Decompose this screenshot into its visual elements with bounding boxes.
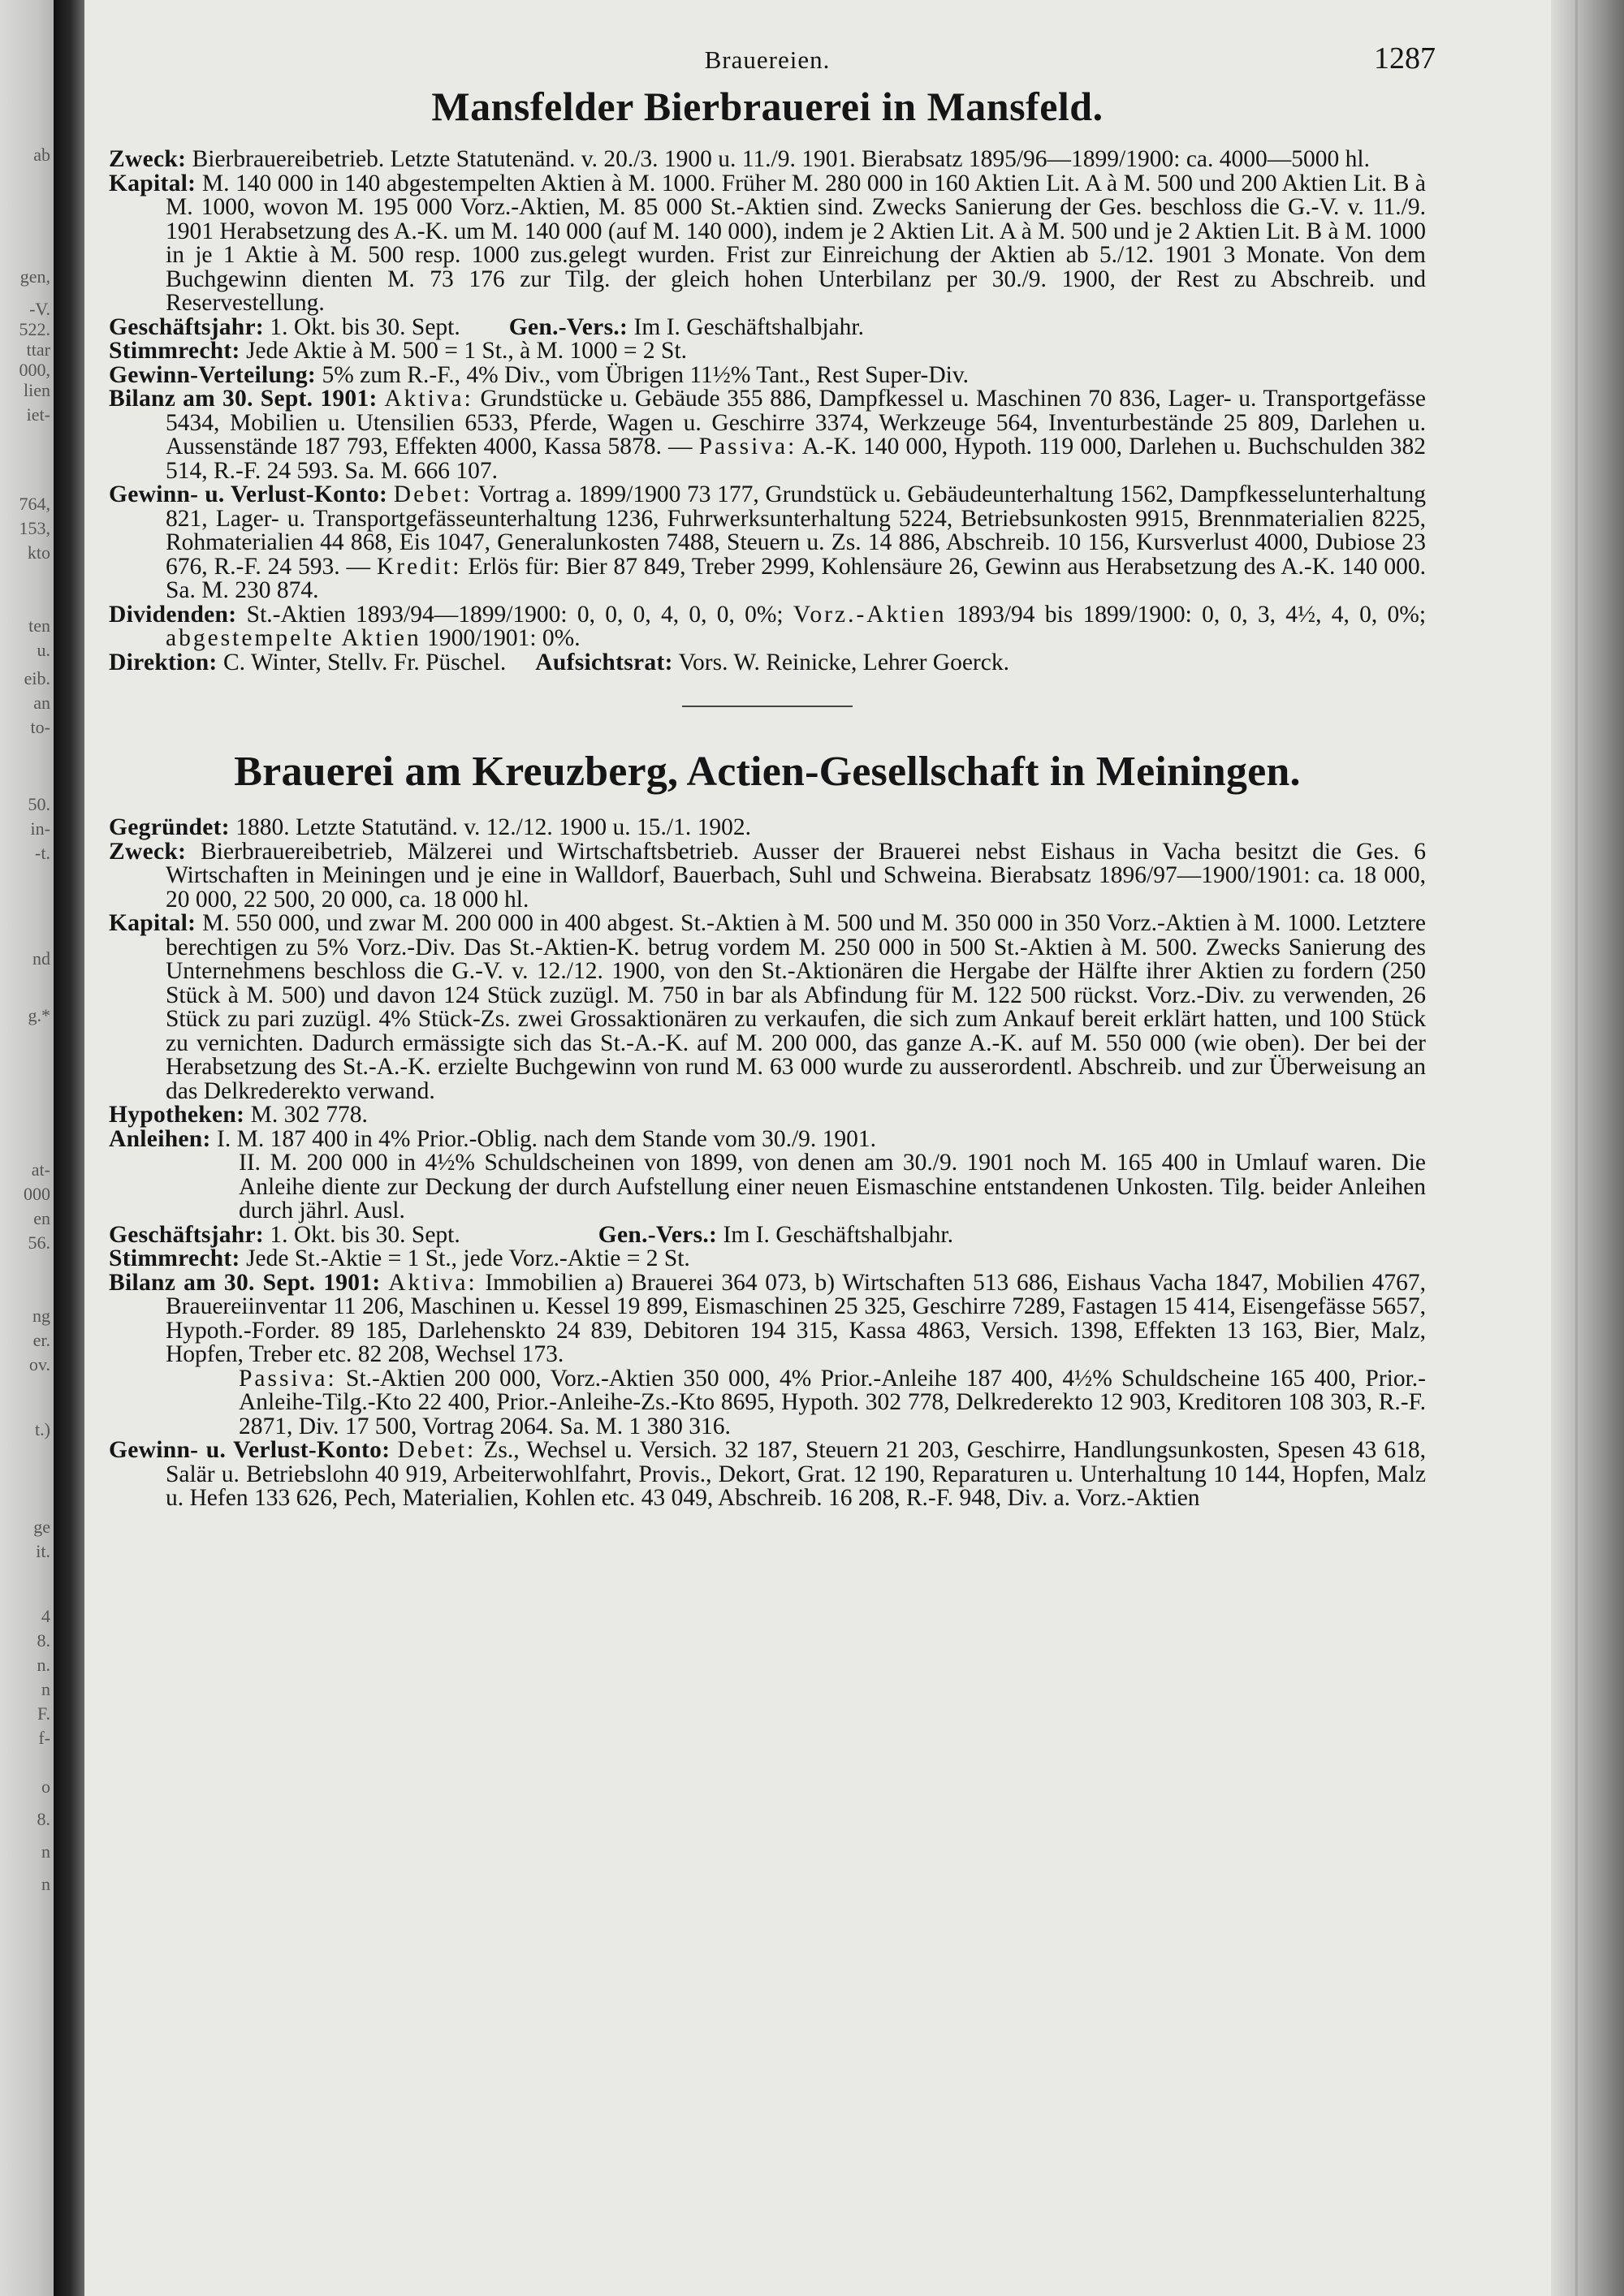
field-label: Gewinn-Verteilung: <box>109 361 317 388</box>
field-text: Im I. Geschäftshalbjahr. <box>723 1221 953 1248</box>
margin-fragment: 4 <box>41 1606 50 1626</box>
field-label: Anleihen: <box>109 1125 211 1152</box>
field-label: Zweck: <box>109 838 187 865</box>
entry-separator-rule <box>682 706 853 707</box>
margin-fragment: to- <box>30 717 50 737</box>
company-entry <box>109 81 1426 675</box>
margin-fragment: ab <box>33 145 50 165</box>
field-text: 1. Okt. bis 30. Sept. <box>270 313 460 340</box>
margin-fragment: f- <box>38 1728 50 1748</box>
field-text: 1893/94 bis 1899/1900: 0, 0, 3, 4½, 4, 0, 0%; <box>956 601 1427 628</box>
field-label: Kapital: <box>109 910 197 936</box>
margin-fragment: en <box>33 1208 50 1228</box>
field-subhead: Debet: <box>397 1437 477 1463</box>
field-text: St.-Aktien 200 000, Vorz.-Aktien 350 000, 4% Prior.-Anleihe 187 400, 4½% Schuldscheine 165 400, Prior.-Anleihe-Tilg.-Kto 22 400, Prior.-Anleihe-Zs.-Kto 8695, Hypoth. 302 778, Delkrederekto 12 903, Kreditoren 108 303, R.-F. 2871, Div. 17 500, Vortrag 2064. Sa. M. 1 380 316. <box>239 1365 1426 1439</box>
margin-fragment: n <box>41 1679 50 1699</box>
page-content <box>109 39 1436 1511</box>
entry-title: Brauerei am Kreuzberg, Actien-Gesellschaft in Meiningen. <box>234 749 1301 795</box>
margin-fragment: n <box>41 1874 50 1894</box>
field-dividenden <box>109 603 1426 651</box>
page-edge-shadow <box>1551 0 1624 2296</box>
field-label: Dividenden: <box>109 601 237 628</box>
field-label: Hypotheken: <box>109 1102 245 1128</box>
field-bilanz <box>109 387 1426 483</box>
margin-fragment: 522. <box>19 319 50 339</box>
field-direktion <box>109 651 1426 675</box>
field-text: Vors. W. Reinicke, Lehrer Goerck. <box>678 649 1009 675</box>
field-label: Gewinn- u. Verlust-Konto: <box>109 1437 391 1463</box>
field-label: Geschäftsjahr: <box>109 1221 264 1248</box>
field-subhead: abgestempelte Aktien <box>166 625 421 651</box>
margin-fragment: ten <box>28 615 50 636</box>
running-head <box>109 39 1436 81</box>
field-text: Jede Aktie à M. 500 = 1 St., à M. 1000 = 2 St. <box>246 338 688 364</box>
book-gutter <box>54 0 84 2296</box>
field-label: Direktion: <box>109 649 218 675</box>
field-text: Bierbrauereibetrieb, Mälzerei und Wirtschaftsbetrieb. Ausser der Brauerei nebst Eishaus in Vacha besitzt die Ges. 6 Wirtschaften in Meiningen und je eine in Walldorf, Bauerbach, Suhl und Schweina. Bierabsatz 1896/97—1900/1901: ca. 18 000, 20 000, 22 500, 20 000, ca. 18 000 hl. <box>166 838 1427 913</box>
field-label: Zweck: <box>109 146 187 172</box>
field-gewinn-verlust <box>109 1439 1426 1511</box>
margin-fragment: 764, <box>19 494 50 514</box>
field-label: Gegründet: <box>109 814 230 840</box>
facing-page-edge <box>0 0 54 2296</box>
field-subparagraph <box>166 1367 1426 1439</box>
entry-title: Mansfelder Bierbrauerei in Mansfeld. <box>431 84 1104 129</box>
field-text: St.-Aktien 1893/94—1899/1900: 0, 0, 0, 4, 0, 0, 0%; <box>246 601 784 628</box>
field-text: Zs., Wechsel u. Versich. 32 187, Steuern 21 203, Geschirre, Handlungsunkosten, Spesen 43 618, Salär u. Betriebslohn 40 919, Arbeiterwohlfahrt, Provis., Dekort, Grat. 12 190, Reparaturen u. Unterhaltung 10 144, Hopfen, Malz u. Hefen 133 626, Pech, Materialien, Kohlen etc. 43 049, Abschreib. 16 208, R.-F. 948, Div. a. Vorz.-Aktien <box>166 1437 1427 1511</box>
margin-fragment: it. <box>36 1541 50 1561</box>
field-gewinn-verteilung <box>109 361 1426 388</box>
field-label: Gen.-Vers.: <box>598 1221 718 1248</box>
margin-fragment: g.* <box>28 1005 50 1025</box>
margin-fragment: nd <box>32 948 50 969</box>
margin-fragment: 153, <box>19 518 50 538</box>
margin-fragment: ttar <box>26 339 50 360</box>
margin-fragment: F. <box>37 1703 50 1724</box>
field-text: 1900/1901: 0%. <box>427 625 581 651</box>
field-subhead: Aktiva: <box>388 1269 477 1296</box>
margin-fragment: n. <box>37 1655 50 1675</box>
margin-fragment: in- <box>30 818 50 839</box>
margin-fragment: 8. <box>37 1630 50 1651</box>
field-subhead: Aktiva: <box>384 386 473 412</box>
field-text: M. 302 778. <box>250 1102 368 1128</box>
field-anleihen <box>109 1125 1426 1224</box>
field-zweck <box>109 840 1426 913</box>
field-zweck <box>109 148 1426 172</box>
field-text: Erlös für: Bier 87 849, Treber 2999, Kohlensäure 26, Gewinn aus Herabsetzung des A.-K. 140 000. Sa. M. 230 874. <box>166 553 1427 603</box>
margin-fragment: er. <box>32 1330 50 1350</box>
field-gegruendet <box>109 816 1426 840</box>
margin-fragment: gen, <box>19 266 50 287</box>
field-subhead: Passiva: <box>698 434 797 460</box>
margin-fragment: 000, <box>19 360 50 380</box>
field-text: Bierbrauereibetrieb. Letzte Statutenänd. v. 20./3. 1900 u. 11./9. 1901. Bierabsatz 1895/96—1899/1900: ca. 4000—5000 hl. <box>192 146 1370 172</box>
field-text: 5% zum R.-F., 4% Div., vom Übrigen 11½% Tant., Rest Super-Div. <box>322 361 970 388</box>
field-text: Immobilien a) Brauerei 364 073, b) Wirtschaften 513 686, Eishaus Vacha 1847, Mobilien 4767, Brauereiinventar 11 206, Maschinen u. Kessel 19 899, Eismaschinen 25 325, Geschirre 7289, Fastagen 15 414, Eisengefässe 5657, Hypoth.-Forder. 89 185, Darlehenskto 24 839, Debitoren 194 315, Kassa 4863, Versich. 1398, Effekten 13 163, Bier, Malz, Hopfen, Treber etc. 82 208, Wechsel 173. <box>166 1269 1427 1367</box>
field-label: Gewinn- u. Verlust-Konto: <box>109 481 388 507</box>
field-subhead: Vorz.-Aktien <box>793 601 947 628</box>
field-hypotheken <box>109 1103 1426 1128</box>
margin-fragment: iet- <box>26 404 50 425</box>
margin-fragment: ge <box>33 1517 50 1537</box>
field-stimmrecht <box>109 339 1426 364</box>
margin-fragment: -t. <box>35 843 50 863</box>
margin-fragment: o <box>41 1776 50 1797</box>
field-label: Stimmrecht: <box>109 1245 240 1271</box>
field-bilanz <box>109 1271 1426 1439</box>
field-subhead: Kredit: <box>376 553 462 580</box>
margin-fragment: lien <box>24 380 50 400</box>
margin-fragment: u. <box>37 640 50 660</box>
field-text: I. M. 187 400 in 4% Prior.-Oblig. nach dem Stande vom 30./9. 1901. <box>217 1125 877 1152</box>
field-label: Stimmrecht: <box>109 338 240 364</box>
field-label: Geschäftsjahr: <box>109 313 264 340</box>
page-number: 1287 <box>1374 41 1436 76</box>
field-label: Bilanz am 30. Sept. 1901: <box>109 386 378 412</box>
field-label: Gen.-Vers.: <box>508 313 628 340</box>
margin-fragment: t.) <box>35 1419 50 1439</box>
margin-fragment: an <box>33 693 50 713</box>
field-kapital <box>109 172 1426 316</box>
field-kapital <box>109 912 1426 1103</box>
field-text: Jede St.-Aktie = 1 St., jede Vorz.-Aktie = 2 St. <box>246 1245 690 1271</box>
margin-fragment: -V. <box>29 299 50 319</box>
field-text: Im I. Geschäftshalbjahr. <box>633 313 864 340</box>
field-text: Grundstücke u. Gebäude 355 886, Dampfkessel u. Maschinen 70 836, Lager- u. Transportgefässe 5434, Mobilien u. Utensilien 6533, Pferde, Wagen u. Geschirre 3374, Werkzeuge 564, Inventurbestände 25 809, Darlehen u. Aussenstände 187 793, Effekten 4000, Kassa 5878. — <box>166 386 1427 460</box>
company-entry <box>109 740 1426 1511</box>
field-label: Bilanz am 30. Sept. 1901: <box>109 1269 381 1296</box>
field-stimmrecht <box>109 1247 1426 1271</box>
field-text: C. Winter, Stellv. Fr. Püschel. <box>222 649 507 675</box>
field-text: 1. Okt. bis 30. Sept. <box>270 1221 460 1248</box>
field-subhead: Passiva: <box>239 1365 337 1392</box>
field-text: Vortrag a. 1899/1900 73 177, Grundstück u. Gebäudeunterhaltung 1562, Dampfkesselunterhaltung 821, Lager- u. Transportgefässeunterhaltung 1236, Fuhrwerksunterhaltung 5224, Betriebsunkosten 9915, Brennmaterialien 8225, Rohmaterialien 44 868, Eis 1047, Generalunkosten 7488, Steuern u. Zs. 14 886, Abschreib. 10 156, Kursverlust 4000, Dubiose 23 676, R.-F. 24 593. — <box>166 481 1426 580</box>
field-gewinn-verlust <box>109 483 1426 603</box>
field-subparagraph: II. M. 200 000 in 4½% Schuldscheinen von 1899, von denen am 30./9. 1901 noch M. 165 400 in Umlauf waren. Die Anleihe diente zur Deckung der durch Aufstellung einer neuen Eismaschine entstandenen Unkosten. Tilg. beider Anleihen durch jährl. Ausl. <box>239 1150 1426 1224</box>
margin-fragment: kto <box>27 542 50 563</box>
margin-fragment: ng <box>32 1306 50 1326</box>
margin-fragment: 8. <box>37 1809 50 1829</box>
field-text: A.-K. 140 000, Hypoth. 119 000, Darlehen u. Buchschulden 382 514, R.-F. 24 593. Sa. M. 666 107. <box>166 434 1427 484</box>
field-geschaeftsjahr <box>109 313 1426 340</box>
field-label: Aufsichtsrat: <box>535 649 673 675</box>
field-subhead: Debet: <box>393 481 473 507</box>
margin-fragment: 000 <box>24 1184 50 1204</box>
field-text: M. 140 000 in 140 abgestempelten Aktien à M. 1000. Früher M. 280 000 in 160 Aktien Lit. A à M. 500 und 200 Aktien Lit. B à M. 1000, wovon M. 195 000 Vorz.-Aktien, M. 85 000 St.-Aktien sind. Zwecks Sanierung der Ges. beschloss die G.-V. v. 11./9. 1901 Herabsetzung des A.-K. um M. 140 000 (auf M. 140 000), indem je 2 Aktien Lit. A à M. 500 und je 2 Aktien Lit. B à M. 1000 in je 1 Aktie à M. 500 resp. 1000 zus.gelegt wurden. Frist zur Einreichung der Aktien ab 5./12. 1901 3 Monate. Von dem Buchgewinn dienten M. 73 176 zur Tilg. der gleich hohen Unterbilanz per 30./9. 1900, der Rest zu Abschreib. und Reservestellung. <box>166 170 1427 316</box>
field-label: Kapital: <box>109 170 197 196</box>
margin-fragment: 50. <box>28 794 50 814</box>
running-title: Brauereien. <box>704 45 831 74</box>
margin-fragment: at- <box>31 1159 50 1180</box>
margin-fragment: 56. <box>28 1232 50 1253</box>
field-text: 1880. Letzte Statutänd. v. 12./12. 1900 u. 15./1. 1902. <box>235 814 751 840</box>
field-geschaeftsjahr <box>109 1221 1426 1248</box>
field-text: M. 550 000, und zwar M. 200 000 in 400 abgest. St.-Aktien à M. 500 und M. 350 000 in 350 Vorz.-Aktien à M. 1000. Letztere berechtigen zu 5% Vorz.-Div. Das St.-Aktien-K. betrug vordem M. 250 000 in 500 St.-Aktien à M. 500. Zwecks Sanierung des Unternehmens beschloss die G.-V. v. 12./12. 1900, von den St.-Aktionären die Hergabe der Hälfte ihrer Aktien zu fordern (250 Stück à M. 500) und davon 124 Stück zuzügl. M. 750 in bar als Abfindung für M. 122 500 rückst. Vorz.-Div. zu verwenden, 26 Stück zu pari zuzügl. 4% Stück-Zs. zwei Grossaktionären zu verkaufen, die sich zum Ankauf bereit erklärt hatten, und 100 Stück zu vernichten. Dadurch ermässigte sich das St.-A.-K. auf M. 200 000, das ganze A.-K. auf M. 550 000 (wie oben). Der bei der Herabsetzung des St.-A.-K. erzielte Buchgewinn von rund M. 63 000 wurde zu ausserordentl. Abschreib. und zur Überweisung an das Delkrederekto verwand. <box>166 910 1427 1104</box>
margin-fragment: n <box>41 1841 50 1862</box>
margin-fragment: ov. <box>28 1354 50 1375</box>
margin-fragment: eib. <box>24 668 50 688</box>
